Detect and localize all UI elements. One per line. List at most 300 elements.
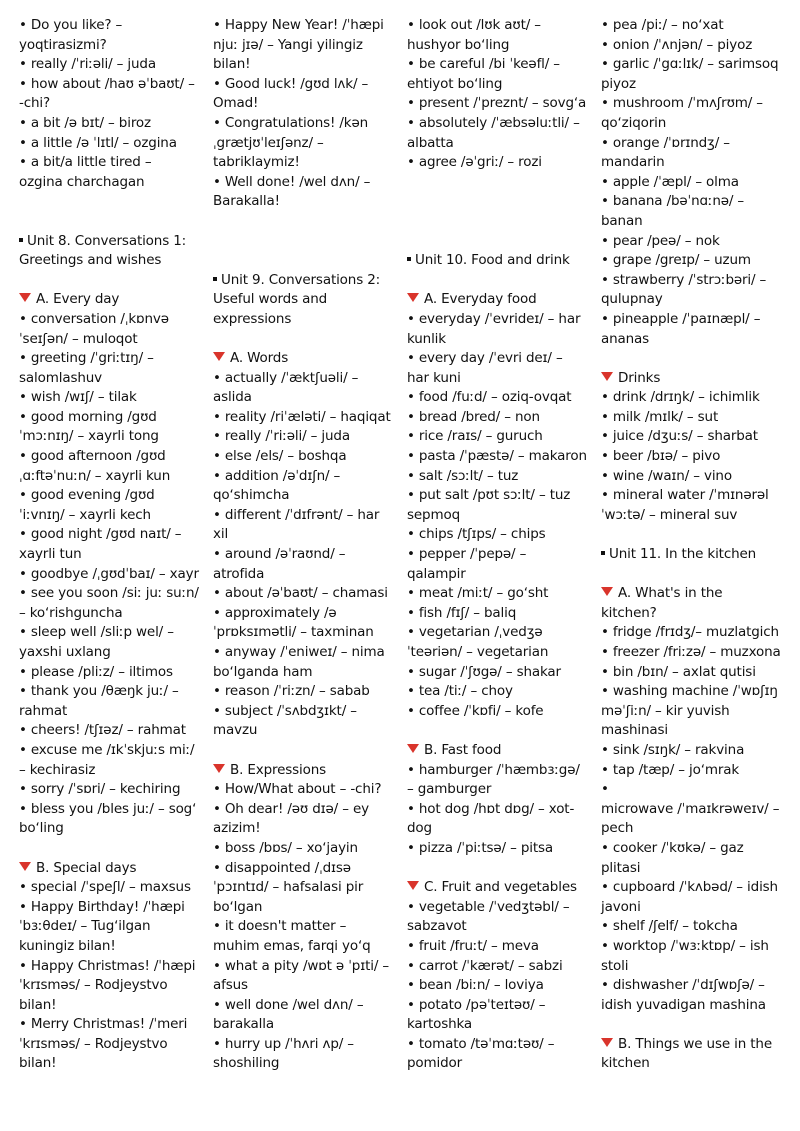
item-text: pepper /ˈpepə/ – qalampir bbox=[407, 546, 527, 582]
vocabulary-item bbox=[213, 839, 393, 859]
vocabulary-item bbox=[407, 486, 587, 525]
vocabulary-item bbox=[213, 702, 393, 741]
vocabulary-item bbox=[19, 721, 199, 741]
vocabulary-item bbox=[213, 643, 393, 682]
vocabulary-item bbox=[19, 16, 199, 55]
bullet-icon: • bbox=[407, 585, 415, 602]
section-heading bbox=[407, 741, 587, 761]
item-text: present /ˈpreznt/ – sovgʻa bbox=[418, 95, 587, 112]
item-text: apple /ˈæpl/ – olma bbox=[612, 173, 739, 190]
column-2 bbox=[213, 16, 393, 1074]
bullet-icon: • bbox=[213, 75, 221, 92]
bullet-icon: • bbox=[407, 663, 415, 680]
item-text: dishwasher /ˈdɪʃwɒʃə/ – idish yuvadigan mashina bbox=[601, 977, 766, 1013]
vocabulary-item bbox=[407, 16, 587, 55]
item-text: good night /gʊd naɪt/ – xayrli tun bbox=[19, 526, 182, 563]
vocabulary-item bbox=[213, 545, 393, 584]
spacer bbox=[19, 839, 199, 859]
item-text: sorry /ˈsɒri/ – kechiring bbox=[30, 781, 181, 798]
bullet-icon: • bbox=[19, 624, 27, 641]
vocabulary-item bbox=[19, 741, 199, 780]
bullet-icon: • bbox=[19, 448, 27, 465]
red-triangle-icon bbox=[601, 1038, 613, 1047]
item-text: everyday /ˈevrideɪ/ – har kunlik bbox=[407, 310, 581, 347]
bullet-icon: • bbox=[601, 448, 609, 465]
vocabulary-item bbox=[407, 427, 587, 447]
item-text: Happy New Year! /ˈhæpi njuː jɪə/ – Yangi yilingiz bilan! bbox=[213, 17, 384, 73]
bullet-icon: • bbox=[601, 408, 609, 425]
item-text: chips /tʃɪps/ – chips bbox=[418, 526, 546, 543]
spacer bbox=[407, 271, 587, 291]
bullet-icon: • bbox=[213, 957, 221, 974]
item-text: garlic /ˈgɑːlɪk/ – sarimsoq piyoz bbox=[601, 56, 779, 92]
vocabulary-item bbox=[19, 800, 199, 839]
bullet-icon: • bbox=[213, 859, 221, 876]
item-text: rice /raɪs/ – guruch bbox=[418, 428, 543, 445]
vocabulary-item bbox=[407, 682, 587, 702]
vocabulary-item bbox=[213, 682, 393, 702]
spacer bbox=[213, 212, 393, 232]
square-bullet-icon bbox=[19, 238, 23, 242]
item-text: hurry up /ˈhʌri ʌp/ – shoshiling bbox=[213, 1035, 354, 1072]
bullet-icon: • bbox=[407, 604, 415, 621]
unit-heading bbox=[19, 232, 199, 271]
bullet-icon: • bbox=[19, 75, 27, 92]
vocabulary-item bbox=[19, 584, 199, 623]
spacer bbox=[407, 721, 587, 741]
item-text: conversation /ˌkɒnvəˈseɪʃən/ – muloqot bbox=[19, 310, 169, 347]
bullet-icon: • bbox=[601, 389, 609, 406]
item-text: bless you /bles juː/ – sogʻ boʻling bbox=[19, 800, 197, 837]
item-text: bean /biːn/ – loviya bbox=[418, 977, 544, 994]
item-text: Unit 10. Food and drink bbox=[415, 252, 570, 269]
bullet-icon: • bbox=[601, 252, 609, 269]
vocabulary-item bbox=[213, 604, 393, 643]
item-text: tomato /təˈmɑːtəʊ/ – pomidor bbox=[407, 1035, 555, 1072]
item-text: excuse me /ɪkˈskjuːs miː/ – kechirasiz bbox=[19, 741, 195, 778]
bullet-icon: • bbox=[601, 663, 609, 680]
bullet-icon: • bbox=[213, 918, 221, 935]
item-text: meat /miːt/ – goʻsht bbox=[418, 585, 549, 602]
vocabulary-item bbox=[213, 75, 393, 114]
section-heading bbox=[19, 859, 199, 879]
vocabulary-item bbox=[601, 780, 781, 800]
vocabulary-item bbox=[407, 114, 587, 153]
red-triangle-icon bbox=[213, 764, 225, 773]
unit-heading bbox=[407, 251, 587, 271]
vocabulary-item bbox=[407, 761, 587, 800]
bullet-icon: • bbox=[601, 36, 609, 53]
item-text: salt /sɔːlt/ – tuz bbox=[418, 467, 519, 484]
spacer bbox=[601, 525, 781, 545]
vocabulary-item bbox=[407, 349, 587, 388]
item-text: reason /ˈriːzn/ – sabab bbox=[224, 683, 370, 700]
item-text: what a pity /wɒt ə ˈpɪti/ – afsus bbox=[213, 957, 389, 994]
item-text: Oh dear! /əʊ dɪə/ – ey azizim! bbox=[213, 800, 369, 837]
spacer bbox=[213, 741, 393, 761]
vocabulary-item bbox=[601, 94, 781, 133]
item-text: sugar /ˈʃʊgə/ – shakar bbox=[418, 663, 561, 680]
item-text: cheers! /tʃɪəz/ – rahmat bbox=[30, 722, 186, 739]
vocabulary-item bbox=[19, 75, 199, 114]
bullet-icon: • bbox=[601, 918, 609, 935]
vocabulary-item bbox=[601, 447, 781, 467]
spacer bbox=[407, 212, 587, 232]
section-heading bbox=[407, 290, 587, 310]
vocabulary-item bbox=[19, 623, 199, 662]
item-text: about /əˈbaʊt/ – chamasi bbox=[224, 585, 388, 602]
vocabulary-item bbox=[601, 741, 781, 761]
item-text: Happy Christmas! /ˈhæpi ˈkrɪsməs/ – Rodjeystvo bilan! bbox=[19, 957, 196, 1013]
bullet-icon: • bbox=[601, 781, 609, 798]
spacer bbox=[407, 173, 587, 193]
red-triangle-icon bbox=[601, 587, 613, 596]
vocabulary-item bbox=[407, 55, 587, 94]
red-triangle-icon bbox=[601, 372, 613, 381]
bullet-icon: • bbox=[601, 134, 609, 151]
vocabulary-item bbox=[213, 408, 393, 428]
item-text: agree /əˈgriː/ – rozi bbox=[418, 154, 542, 171]
bullet-icon: • bbox=[601, 310, 609, 327]
bullet-icon: • bbox=[407, 898, 415, 915]
vocabulary-item bbox=[601, 917, 781, 937]
bullet-icon: • bbox=[601, 624, 609, 641]
bullet-icon: • bbox=[19, 350, 27, 367]
vocabulary-item bbox=[19, 388, 199, 408]
vocabulary-item bbox=[19, 682, 199, 721]
bullet-icon: • bbox=[407, 408, 415, 425]
vocabulary-item bbox=[407, 467, 587, 487]
bullet-icon: • bbox=[601, 937, 609, 954]
item-text: bin /bɪn/ – axlat qutisi bbox=[612, 663, 756, 680]
bullet-icon: • bbox=[213, 506, 221, 523]
vocabulary-item bbox=[19, 957, 199, 1016]
spacer bbox=[407, 859, 587, 879]
section-heading bbox=[601, 369, 781, 389]
item-text: good afternoon /gʊd ˌɑːftəˈnuːn/ – xayrli kun bbox=[19, 448, 171, 484]
unit-heading bbox=[601, 545, 781, 565]
bullet-icon: • bbox=[407, 839, 415, 856]
item-text: orange /ˈɒrɪndʒ/ – mandarin bbox=[601, 134, 730, 171]
item-text: cupboard /ˈkʌbəd/ – idish javoni bbox=[601, 879, 778, 915]
item-text: beer /bɪə/ – pivo bbox=[612, 448, 721, 465]
item-text: actually /ˈæktʃuəli/ – aslida bbox=[213, 369, 359, 406]
item-text: special /ˈspeʃl/ – maxsus bbox=[30, 879, 191, 896]
item-text: a bit /ə bɪt/ – biroz bbox=[30, 114, 151, 131]
vocabulary-item bbox=[407, 976, 587, 996]
item-text: approximately /əˈprɒksɪmətli/ – taxminan bbox=[213, 604, 374, 641]
bullet-icon: • bbox=[601, 56, 609, 73]
item-text: good evening /gʊd ˈiːvnɪŋ/ – xayrli kech bbox=[19, 487, 155, 523]
item-text: addition /əˈdɪʃn/ – qoʻshimcha bbox=[213, 467, 341, 504]
vocabulary-item bbox=[601, 878, 781, 917]
bullet-icon: • bbox=[407, 683, 415, 700]
item-text: boss /bɒs/ – xoʻjayin bbox=[224, 839, 358, 856]
item-text: hot dog /hɒt dɒg/ – xot-dog bbox=[407, 800, 575, 837]
bullet-icon: • bbox=[213, 546, 221, 563]
vocabulary-item bbox=[213, 16, 393, 75]
item-text: strawberry /ˈstrɔːbəri/ – qulupnay bbox=[601, 271, 767, 308]
vocabulary-item bbox=[601, 761, 781, 781]
vocabulary-item bbox=[601, 36, 781, 56]
bullet-icon: • bbox=[19, 134, 27, 151]
vocabulary-item bbox=[407, 663, 587, 683]
section-heading bbox=[213, 761, 393, 781]
item-text: vegetarian /ˌvedʒəˈteəriən/ – vegetarian bbox=[407, 624, 549, 660]
bullet-icon: • bbox=[213, 683, 221, 700]
bullet-icon: • bbox=[407, 95, 415, 112]
bullet-icon: • bbox=[601, 193, 609, 210]
item-text: Well done! /wel dʌn/ – Barakalla! bbox=[213, 173, 371, 210]
vocabulary-item bbox=[213, 114, 393, 173]
vocabulary-item bbox=[19, 565, 199, 585]
section-heading bbox=[601, 1035, 781, 1074]
spacer bbox=[601, 565, 781, 585]
vocabulary-item bbox=[19, 878, 199, 898]
item-text: put salt /pʊt sɔːlt/ – tuz sepmoq bbox=[407, 487, 571, 523]
vocabulary-item bbox=[407, 388, 587, 408]
bullet-icon: • bbox=[407, 526, 415, 543]
bullet-icon: • bbox=[407, 761, 415, 778]
item-text: C. Fruit and vegetables bbox=[424, 879, 577, 896]
vocabulary-item bbox=[601, 16, 781, 36]
bullet-icon: • bbox=[213, 17, 221, 33]
square-bullet-icon bbox=[213, 277, 217, 281]
red-triangle-icon bbox=[407, 293, 419, 302]
column-1 bbox=[19, 16, 199, 1074]
section-heading bbox=[213, 349, 393, 369]
bullet-icon: • bbox=[601, 683, 609, 700]
vocabulary-item bbox=[213, 506, 393, 545]
bullet-icon: • bbox=[213, 604, 221, 621]
vocabulary-item bbox=[601, 486, 781, 525]
vocabulary-item bbox=[407, 94, 587, 114]
item-text: milk /mɪlk/ – sut bbox=[612, 408, 719, 425]
vocabulary-item bbox=[213, 427, 393, 447]
vocabulary-item bbox=[601, 192, 781, 231]
vocabulary-item bbox=[19, 525, 199, 564]
item-text: every day /ˈevri deɪ/ – har kuni bbox=[407, 350, 563, 386]
bullet-icon: • bbox=[213, 408, 221, 425]
bullet-icon: • bbox=[19, 879, 27, 896]
bullet-icon: • bbox=[19, 389, 27, 406]
item-text: B. Expressions bbox=[230, 761, 327, 778]
vocabulary-item bbox=[213, 800, 393, 839]
vocabulary-item bbox=[19, 663, 199, 683]
bullet-icon: • bbox=[213, 800, 221, 817]
vocabulary-item bbox=[601, 623, 781, 643]
item-text: A. Everyday food bbox=[424, 291, 537, 308]
vocabulary-item bbox=[19, 780, 199, 800]
vocabulary-item bbox=[407, 584, 587, 604]
bullet-icon: • bbox=[407, 800, 415, 817]
bullet-icon: • bbox=[601, 232, 609, 249]
spacer bbox=[213, 232, 393, 252]
bullet-icon: • bbox=[19, 17, 27, 33]
item-text: mineral water /ˈmɪnərəl ˈwɔːtə/ – mineral suv bbox=[601, 487, 769, 523]
bullet-icon: • bbox=[601, 761, 609, 778]
vocabulary-item bbox=[213, 917, 393, 956]
vocabulary-item bbox=[601, 839, 781, 878]
square-bullet-icon bbox=[601, 551, 605, 555]
item-text: wish /wɪʃ/ – tilak bbox=[30, 389, 137, 406]
spacer bbox=[601, 1015, 781, 1035]
item-text: reality /riˈæləti/ – haqiqat bbox=[224, 408, 391, 425]
vocabulary-item bbox=[601, 937, 781, 976]
bullet-icon: • bbox=[601, 839, 609, 856]
vocabulary-item bbox=[407, 623, 587, 662]
vocabulary-item bbox=[213, 996, 393, 1035]
bullet-icon: • bbox=[601, 271, 609, 288]
item-text: thank you /θæŋk juː/ – rahmat bbox=[19, 683, 179, 719]
item-text: A. Words bbox=[230, 350, 289, 367]
item-text: subject /ˈsʌbdʒɪkt/ – mavzu bbox=[213, 702, 357, 739]
red-triangle-icon bbox=[407, 881, 419, 890]
item-text: freezer /friːzə/ – muzxona bbox=[612, 644, 781, 660]
item-text: cooker /ˈkʊkə/ – gaz plitasi bbox=[601, 839, 744, 876]
vocabulary-item bbox=[19, 408, 199, 447]
vocabulary-item bbox=[407, 545, 587, 584]
bullet-icon: • bbox=[407, 977, 415, 994]
column-4 bbox=[601, 16, 781, 1074]
bullet-icon: • bbox=[407, 487, 415, 504]
bullet-icon: • bbox=[19, 487, 27, 504]
item-text: pasta /ˈpæstə/ – makaron bbox=[418, 448, 587, 465]
item-text: it doesn't matter – muhim emas, farqi yoʻq bbox=[213, 918, 371, 954]
bullet-icon: • bbox=[601, 428, 609, 445]
vocabulary-item bbox=[601, 427, 781, 447]
bullet-icon: • bbox=[407, 17, 415, 33]
item-text: microwave /ˈmaɪkrəweɪv/ – pech bbox=[601, 800, 780, 837]
vocabulary-item bbox=[19, 134, 199, 154]
vocabulary-item bbox=[601, 976, 781, 1015]
spacer bbox=[19, 271, 199, 291]
item-text: sleep well /sliːp wel/ – yaxshi uxlang bbox=[19, 624, 174, 660]
bullet-icon: • bbox=[601, 644, 609, 660]
vocabulary-item bbox=[601, 408, 781, 428]
item-text: absolutely /ˈæbsəluːtli/ – albatta bbox=[407, 114, 580, 151]
red-triangle-icon bbox=[19, 293, 31, 302]
item-text: disappointed /ˌdɪsəˈpɔɪntɪd/ – hafsalasi pir boʻlgan bbox=[213, 859, 364, 915]
item-text: fish /fɪʃ/ – baliq bbox=[418, 604, 517, 621]
bullet-icon: • bbox=[213, 114, 221, 131]
vocabulary-item bbox=[407, 525, 587, 545]
vocabulary-item bbox=[407, 408, 587, 428]
bullet-icon: • bbox=[601, 741, 609, 758]
bullet-icon: • bbox=[19, 114, 27, 131]
bullet-icon: • bbox=[19, 663, 27, 680]
item-text: anyway /ˈeniweɪ/ – nima boʻlganda ham bbox=[213, 644, 385, 680]
item-text: please /pliːz/ – iltimos bbox=[30, 663, 173, 680]
vocabulary-item bbox=[601, 310, 781, 349]
bullet-icon: • bbox=[407, 389, 415, 406]
bullet-icon: • bbox=[407, 957, 415, 974]
bullet-icon: • bbox=[407, 467, 415, 484]
item-text: really /ˈriːəli/ – juda bbox=[224, 428, 350, 445]
item-text: A. Every day bbox=[36, 291, 120, 308]
item-text: shelf /ʃelf/ – tokcha bbox=[612, 918, 738, 935]
vocabulary-item bbox=[213, 369, 393, 408]
item-text: different /ˈdɪfrənt/ – har xil bbox=[213, 506, 380, 543]
item-text: B. Things we use in the kitchen bbox=[601, 1035, 772, 1072]
bullet-icon: • bbox=[407, 996, 415, 1013]
bullet-icon: • bbox=[407, 56, 415, 73]
bullet-icon: • bbox=[213, 996, 221, 1013]
vocabulary-item bbox=[407, 937, 587, 957]
bullet-icon: • bbox=[19, 898, 27, 915]
item-text: vegetable /ˈvedʒtəbl/ – sabzavot bbox=[407, 898, 570, 935]
bullet-icon: • bbox=[213, 702, 221, 719]
bullet-icon: • bbox=[19, 722, 27, 739]
vocabulary-item bbox=[19, 310, 199, 349]
bullet-icon: • bbox=[19, 683, 27, 700]
item-text: tap /tæp/ – joʻmrak bbox=[612, 761, 740, 778]
item-text: Unit 11. In the kitchen bbox=[609, 546, 757, 563]
vocabulary-item bbox=[601, 55, 781, 94]
section-heading bbox=[407, 878, 587, 898]
square-bullet-icon bbox=[407, 257, 411, 261]
item-text: pea /piː/ – noʻxat bbox=[612, 17, 724, 33]
item-text: drink /drɪŋk/ – ichimlik bbox=[612, 389, 760, 406]
spacer bbox=[19, 212, 199, 232]
vocabulary-item bbox=[19, 447, 199, 486]
item-text: really /ˈriːəli/ – juda bbox=[30, 56, 156, 73]
bullet-icon: • bbox=[601, 879, 609, 896]
spacer bbox=[213, 330, 393, 350]
bullet-icon: • bbox=[407, 448, 415, 465]
vocabulary-item bbox=[407, 800, 587, 839]
item-text: banana /bəˈnɑːnə/ – banan bbox=[601, 193, 745, 229]
vocabulary-item bbox=[213, 1035, 393, 1074]
item-text: mushroom /ˈmʌʃrʊm/ – qoʻziqorin bbox=[601, 95, 763, 131]
vocabulary-item bbox=[601, 173, 781, 193]
bullet-icon: • bbox=[407, 624, 415, 641]
vocabulary-item bbox=[601, 467, 781, 487]
bullet-icon: • bbox=[213, 585, 221, 602]
bullet-icon: • bbox=[213, 781, 221, 798]
bullet-icon: • bbox=[601, 487, 609, 504]
item-text: B. Special days bbox=[36, 859, 137, 876]
bullet-icon: • bbox=[19, 957, 27, 974]
item-text: potato /pəˈteɪtəʊ/ – kartoshka bbox=[407, 996, 546, 1033]
bullet-icon: • bbox=[19, 565, 27, 582]
bullet-icon: • bbox=[19, 526, 27, 543]
red-triangle-icon bbox=[407, 744, 419, 753]
item-text: well done /wel dʌn/ – barakalla bbox=[213, 996, 364, 1033]
item-text: A. What's in the kitchen? bbox=[601, 585, 723, 621]
red-triangle-icon bbox=[19, 862, 31, 871]
item-text: carrot /ˈkærət/ – sabzi bbox=[418, 957, 563, 974]
vocabulary-item bbox=[213, 780, 393, 800]
vocabulary-item bbox=[213, 859, 393, 918]
vocabulary-item bbox=[407, 447, 587, 467]
item-text: look out /lʊk aʊt/ – hushyor boʻling bbox=[407, 17, 541, 53]
vocabulary-item bbox=[407, 839, 587, 859]
vocabulary-item bbox=[601, 682, 781, 741]
item-text: Drinks bbox=[618, 369, 661, 386]
item-text: around /əˈraʊnd/ – atrofida bbox=[213, 546, 346, 582]
bullet-icon: • bbox=[407, 428, 415, 445]
vocabulary-item bbox=[19, 349, 199, 388]
item-text: goodbye /ˌgʊdˈbaɪ/ – xayr bbox=[30, 565, 199, 582]
item-text: wine /waɪn/ – vino bbox=[612, 467, 732, 484]
bullet-icon: • bbox=[213, 448, 221, 465]
vocabulary-item bbox=[19, 153, 199, 192]
item-text: sink /sɪŋk/ – rakvina bbox=[612, 741, 745, 758]
item-text: fruit /fruːt/ – meva bbox=[418, 937, 539, 954]
item-text: B. Fast food bbox=[424, 741, 502, 758]
item-text: Unit 9. Conversations 2: Useful words and expressions bbox=[213, 271, 381, 327]
